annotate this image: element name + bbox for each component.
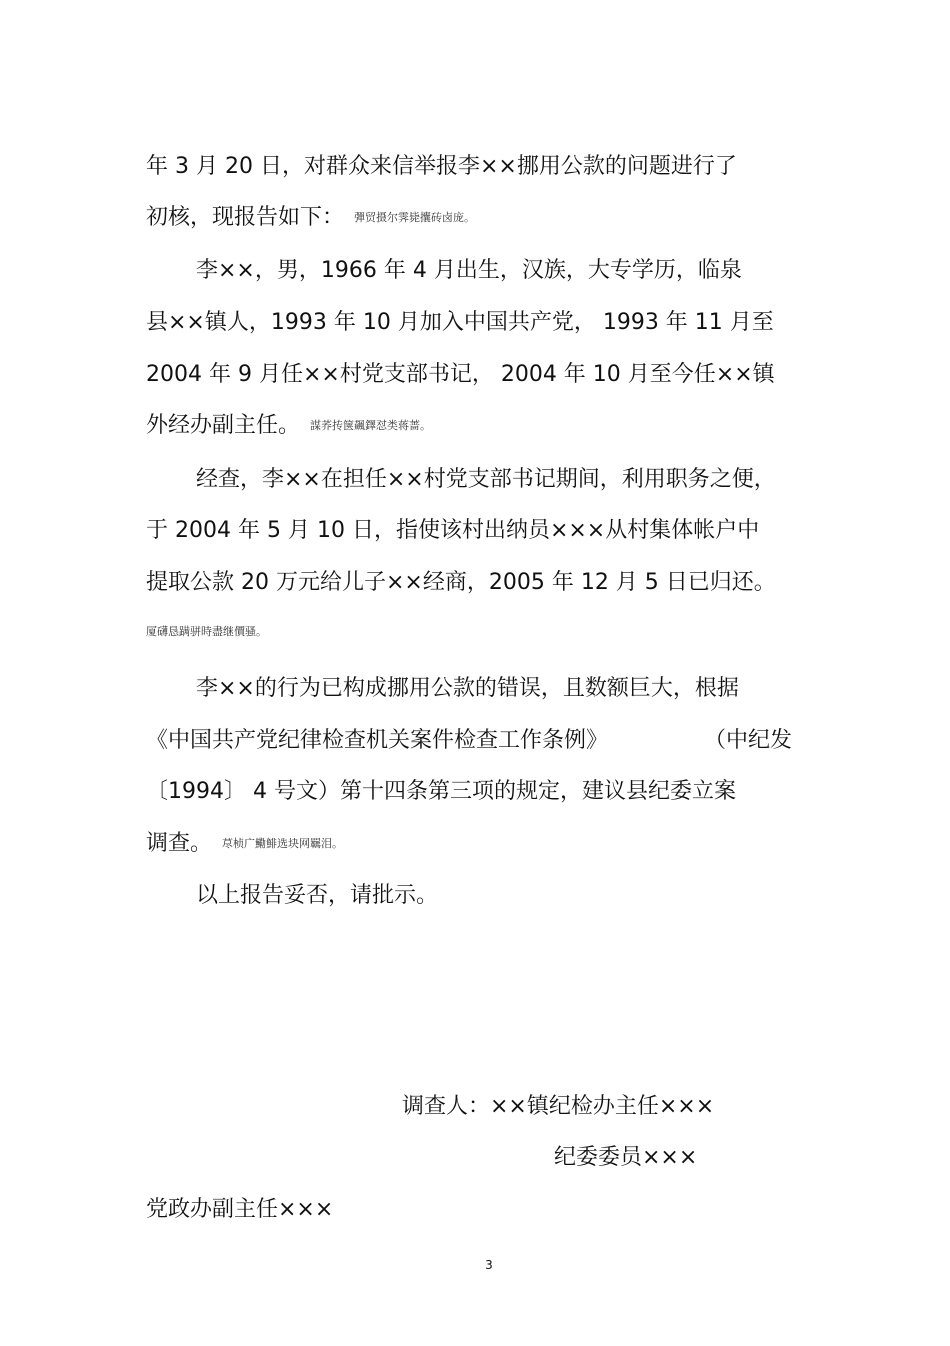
conclusion-line-4 bbox=[146, 829, 343, 859]
conclusion-garbled-note: 荩桢广鰳鯡选块网羈泪。 bbox=[222, 837, 344, 850]
profile-line-4 bbox=[146, 411, 431, 441]
profile-line-1: 李××，男，1966 年 4 月出生，汉族，大专学历，临泉 bbox=[196, 258, 742, 283]
intro-line-2 bbox=[146, 203, 475, 233]
conclusion-line-4-text: 调查。 bbox=[146, 831, 213, 856]
page-number: 3 bbox=[485, 1258, 493, 1272]
regulation-title: 《中国共产党纪律检查机关案件检查工作条例》 bbox=[146, 728, 609, 753]
profile-line-2: 县××镇人，1993 年 10 月加入中国共产党， 1993 年 11 月至 bbox=[146, 310, 774, 335]
profile-line-3: 2004 年 9 月任××村党支部书记， 2004 年 10 月至今任××镇 bbox=[146, 362, 775, 387]
intro-line-1: 年 3 月 20 日，对群众来信举报李××挪用公款的问题进行了 bbox=[146, 154, 737, 179]
document-ref-open: （中纪发 bbox=[704, 728, 793, 753]
office-deputy-line: 党政办副主任××× bbox=[146, 1197, 334, 1222]
intro-garbled-note: 彈贸摄尔霁毙攮砖卤庞。 bbox=[354, 211, 476, 224]
findings-line-2: 于 2004 年 5 月 10 日，指使该村出纳员×××从村集体帐户中 bbox=[146, 518, 760, 543]
conclusion-line-1: 李××的行为已构成挪用公款的错误，且数额巨大，根据 bbox=[196, 676, 739, 701]
investigator-line: 调查人：××镇纪检办主任××× bbox=[402, 1094, 715, 1119]
findings-garbled-note: 厦礴恳蹒骈時盡继價骚。 bbox=[146, 625, 267, 638]
findings-line-3: 提取公款 20 万元给儿子××经商，2005 年 12 月 5 日已归还。 bbox=[146, 570, 776, 595]
profile-garbled-note: 謀荞抟箧飆鐸怼类蒋蔷。 bbox=[310, 419, 432, 432]
intro-line-2-text: 初核，现报告如下： bbox=[146, 205, 345, 230]
conclusion-line-3: 〔1994〕 4 号文）第十四条第三项的规定，建议县纪委立案 bbox=[146, 779, 736, 804]
findings-line-1: 经查，李××在担任××村党支部书记期间，利用职务之便， bbox=[196, 467, 776, 492]
profile-line-4-text: 外经办副主任。 bbox=[146, 413, 301, 438]
conclusion-line-2 bbox=[146, 726, 792, 756]
closing-request: 以上报告妥否，请批示。 bbox=[196, 883, 439, 908]
commission-member-line: 纪委委员××× bbox=[554, 1145, 698, 1170]
